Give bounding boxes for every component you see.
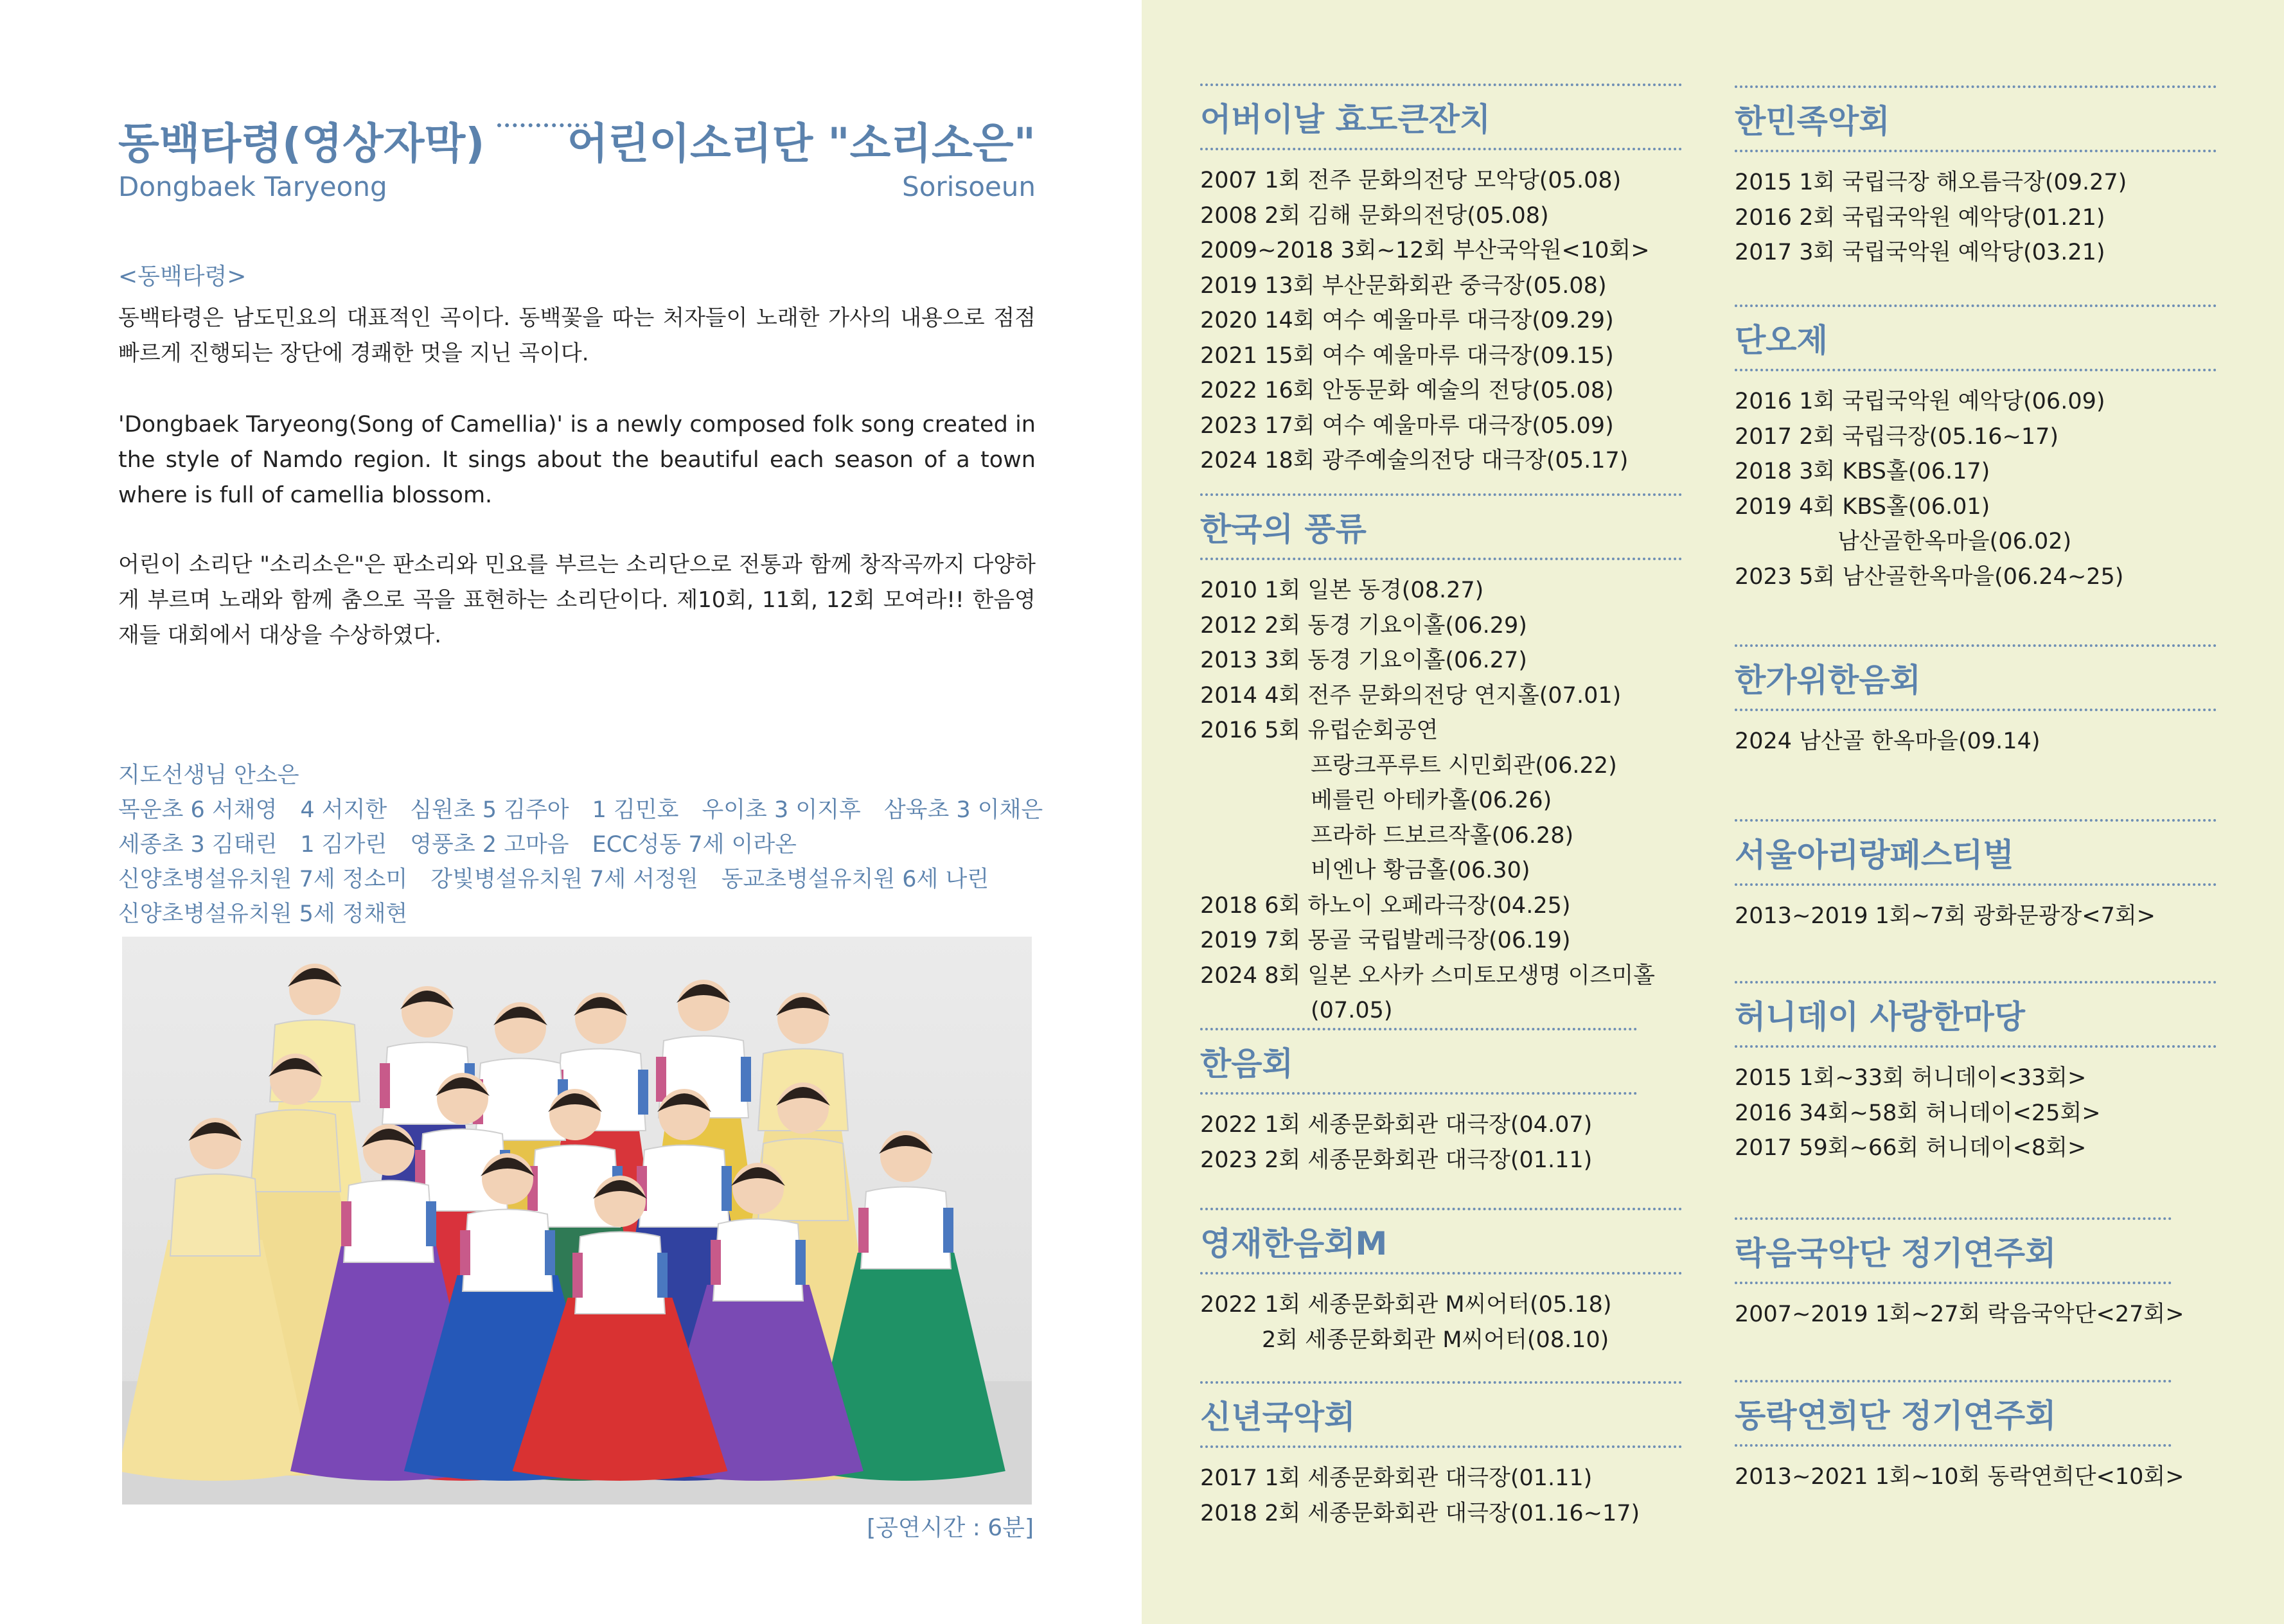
hanbok-jacket: [463, 1210, 553, 1292]
history-item: 2007 1회 전주 문화의전당 모악당(05.08): [1200, 168, 1622, 193]
history-item: 2014 4회 전주 문화의전당 연지홀(07.01): [1200, 682, 1622, 709]
sleeve-stripes: [711, 1240, 721, 1285]
history-item: 2024 8회 일본 오사카 스미토모생명 이즈미홀: [1200, 962, 1655, 989]
history-item: 2009~2018 3회~12회 부산국악원<10회>: [1200, 238, 1650, 263]
sleeve-stripes: [795, 1240, 806, 1285]
history-item: 2023 5회 남산골한옥마을(06.24~25): [1735, 563, 2124, 590]
history-section: [1200, 1028, 1637, 1178]
sleeve-stripes: [741, 1057, 751, 1102]
history-section-title: 허니데이 사랑한마당: [1735, 981, 2217, 1048]
program-title: [118, 109, 1036, 167]
history-item: 2021 15회 여수 예울마루 대극장(09.15): [1200, 342, 1614, 369]
history-section: [1735, 1217, 2184, 1332]
history-item-list: [1735, 711, 2217, 759]
sleeve-stripes: [943, 1208, 953, 1253]
hanbok-jacket: [344, 1181, 434, 1263]
history-item: 2017 3회 국립국악원 예악당(03.21): [1735, 240, 2105, 265]
sleeve-stripes: [426, 1201, 436, 1246]
member-name: 1 김가린: [300, 832, 387, 858]
song-title-en: Dongbaek Taryeong: [118, 171, 387, 202]
history-item: 2018 3회 KBS홀(06.17): [1735, 459, 1990, 484]
sleeve-stripes: [545, 1230, 555, 1275]
history-item: 2023 17회 여수 예울마루 대극장(05.09): [1200, 412, 1614, 439]
hanbok-jacket: [713, 1219, 803, 1302]
member-name: 4 서지한: [300, 797, 387, 823]
history-item: 2018 2회 세종문화회관 대극장(01.16~17): [1200, 1500, 1640, 1526]
history-item-list: [1735, 1447, 2184, 1495]
history-section: [1735, 85, 2217, 270]
sleeve-stripes: [380, 1063, 390, 1108]
history-section: [1735, 819, 2217, 934]
history-section: [1735, 981, 2217, 1166]
member-name: 영풍초 2 고마음: [410, 832, 569, 858]
history-item: 2022 1회 세종문화회관 대극장(04.07): [1200, 1112, 1593, 1138]
sleeve-stripes: [657, 1253, 668, 1298]
description-en: 'Dongbaek Taryeong(Song of Camellia)' is a newly composed folk song created in the style of Namdo region. It sings about the beautiful each season of a town where is full of camellia blossom.: [118, 412, 1036, 508]
history-item-list: [1200, 1448, 1682, 1531]
history-item-list: [1735, 152, 2217, 270]
history-section-title: 어버이날 효도큰잔치: [1200, 84, 1682, 150]
history-item: 비엔나 황금홀(06.30): [1311, 858, 1530, 883]
history-section-title: 한음회: [1200, 1028, 1637, 1095]
history-item: 2017 2회 국립극장(05.16~17): [1735, 423, 2059, 450]
history-section: [1735, 644, 2217, 759]
history-item-list: [1735, 1284, 2184, 1332]
sleeve-stripes: [638, 1070, 648, 1115]
sleeve-stripes: [572, 1253, 583, 1298]
history-item: 2017 59회~66회 허니데이<8회>: [1735, 1135, 2087, 1161]
history-item: 프라하 드보르작홀(06.28): [1311, 822, 1574, 849]
group-name-en: Sorisoeun: [902, 171, 1036, 202]
member-name: 강빛병설유치원 7세 서정원: [430, 867, 698, 892]
member-name: 삼육초 3 이채은: [883, 797, 1043, 823]
history-item: 2007~2019 1회~27회 락음국악단<27회>: [1735, 1302, 2184, 1327]
member-name: 신양초병설유치원 7세 정소미: [118, 867, 408, 892]
teacher-name: 지도선생님 안소은: [118, 763, 299, 788]
history-section: [1735, 1380, 2184, 1495]
sleeve-stripes: [341, 1201, 351, 1246]
history-item: 2008 2회 김해 문화의전당(05.08): [1200, 202, 1549, 229]
history-item-list: [1735, 1048, 2217, 1166]
member-line: [118, 897, 1043, 931]
hanbok-jacket: [861, 1187, 951, 1269]
history-item: 2016 34회~58회 허니데이<25회>: [1735, 1100, 2101, 1126]
hanbok-jacket: [575, 1232, 665, 1314]
history-item: 2019 4회 KBS홀(06.01): [1735, 493, 1990, 520]
history-section-title: 한국의 풍류: [1200, 493, 1682, 560]
history-item-list: [1200, 150, 1682, 479]
history-section: [1200, 493, 1682, 1028]
history-item: 2015 1회 국립극장 해오름극장(09.27): [1735, 170, 2127, 195]
history-item-list: [1200, 560, 1682, 1028]
history-item: 2016 1회 국립국악원 예악당(06.09): [1735, 389, 2105, 414]
history-item: 2024 남산골 한옥마을(09.14): [1735, 728, 2041, 754]
history-item-list: [1735, 886, 2217, 934]
history-section-title: 단오제: [1735, 304, 2217, 371]
history-item: 2023 2회 세종문화회관 대극장(01.11): [1200, 1147, 1593, 1173]
member-line: [118, 758, 1043, 793]
description-ko: 동백타령은 남도민요의 대표적인 곡이다. 동백꽃을 따는 처자들이 노래한 가사의 내용으로 점점 빠르게 진행되는 장단에 경쾌한 멋을 지닌 곡이다.: [118, 305, 1036, 366]
hanbok-jacket: [170, 1174, 260, 1257]
history-item: 2022 16회 안동문화 예술의 전당(05.08): [1200, 378, 1614, 403]
history-item: 2018 6회 하노이 오페라극장(04.25): [1200, 892, 1571, 919]
member-line: [118, 827, 1043, 862]
runtime: [공연시간 : 6분]: [867, 1515, 1034, 1541]
member-name: 우이초 3 이지후: [702, 797, 861, 823]
hanbok-jacket: [475, 1059, 565, 1141]
history-item: 남산골한옥마을(06.02): [1837, 529, 2072, 554]
member-name: 목운초 6 서채영: [118, 797, 278, 823]
history-section-title: 락음국악단 정기연주회: [1735, 1217, 2172, 1284]
member-line: [118, 793, 1043, 827]
history-item: 2015 1회~33회 허니데이<33회>: [1735, 1065, 2087, 1091]
history-item: 2022 1회 세종문화회관 M씨어터(05.18): [1200, 1292, 1612, 1318]
history-section: [1200, 1381, 1682, 1531]
member-name: 동교초병설유치원 6세 나린: [721, 867, 989, 892]
group-name: 어린이소리단 "소리소은": [567, 119, 1036, 168]
sleeve-stripes: [460, 1230, 470, 1275]
history-section-title: 동락연희단 정기연주회: [1735, 1380, 2172, 1447]
song-title: 동백타령(영상자막): [118, 119, 485, 168]
history-item: 2010 1회 일본 동경(08.27): [1200, 578, 1484, 603]
history-item-list: [1200, 1275, 1682, 1357]
history-item: 2016 2회 국립국악원 예악당(01.21): [1735, 204, 2105, 231]
history-section-title: 한민족악회: [1735, 85, 2217, 152]
hanbok-jacket: [639, 1145, 729, 1228]
group-photo-image: [122, 937, 1032, 1505]
history-section: [1200, 1208, 1682, 1357]
member-name: 심원초 5 김주아: [410, 797, 569, 823]
history-item: 2016 5회 유럽순회공연: [1200, 718, 1439, 743]
history-item: 2013 3회 동경 기요이홀(06.27): [1200, 648, 1527, 673]
sleeve-stripes: [858, 1208, 869, 1253]
history-section-title: 서울아리랑페스티벌: [1735, 819, 2217, 886]
history-item: 2019 13회 부산문화회관 중극장(05.08): [1200, 272, 1607, 299]
history-item: 2020 14회 여수 예울마루 대극장(09.29): [1200, 308, 1614, 333]
group-photo: [122, 937, 1032, 1505]
history-section: [1735, 304, 2217, 594]
history-item-list: [1735, 371, 2217, 594]
history-item: 2013~2019 1회~7회 광화문광장<7회>: [1735, 903, 2156, 929]
history-item: 2회 세종문화회관 M씨어터(08.10): [1262, 1327, 1609, 1353]
member-line: [118, 862, 1043, 897]
hanbok-jacket: [251, 1110, 341, 1192]
member-name: 세종초 3 김태린: [118, 832, 278, 858]
history-section-title: 신년국악회: [1200, 1381, 1682, 1448]
history-item: (07.05): [1311, 998, 1393, 1023]
sleeve-stripes: [721, 1166, 732, 1211]
history-item-list: [1200, 1095, 1637, 1178]
group-description-ko: 어린이 소리단 "소리소은"은 판소리와 민요를 부르는 소리단으로 전통과 함께 창작곡까지 다양하게 부르며 노래와 함께 춤으로 곡을 표현하는 소리단이다. 제10회, 11회, 12회 모여라!! 한음영재들 대회에서 대상을 수상하였다.: [118, 552, 1036, 648]
member-name: 신양초병설유치원 5세 정채현: [118, 901, 408, 927]
history-item: 베를린 아테카홀(06.26): [1311, 788, 1552, 813]
history-item: 2013~2021 1회~10회 동락연희단<10회>: [1735, 1464, 2184, 1490]
member-list: [118, 758, 1043, 931]
history-item: 2019 7회 몽골 국립발레극장(06.19): [1200, 928, 1571, 953]
member-name: 1 김민호: [592, 797, 679, 823]
history-item: 2017 1회 세종문화회관 대극장(01.11): [1200, 1465, 1593, 1491]
sleeve-stripes: [656, 1057, 666, 1102]
history-item: 2024 18회 광주예술의전당 대극장(05.17): [1200, 448, 1629, 473]
song-heading: <동백타령>: [118, 263, 247, 290]
history-section: [1200, 84, 1682, 479]
history-section-title: 한가위한음회: [1735, 644, 2217, 711]
member-name: ECC성동 7세 이라온: [592, 832, 797, 858]
history-section-title: 영재한음회M: [1200, 1208, 1682, 1275]
history-item: 프랑크푸루트 시민회관(06.22): [1311, 752, 1617, 779]
history-item: 2012 2회 동경 기요이홀(06.29): [1200, 612, 1527, 639]
